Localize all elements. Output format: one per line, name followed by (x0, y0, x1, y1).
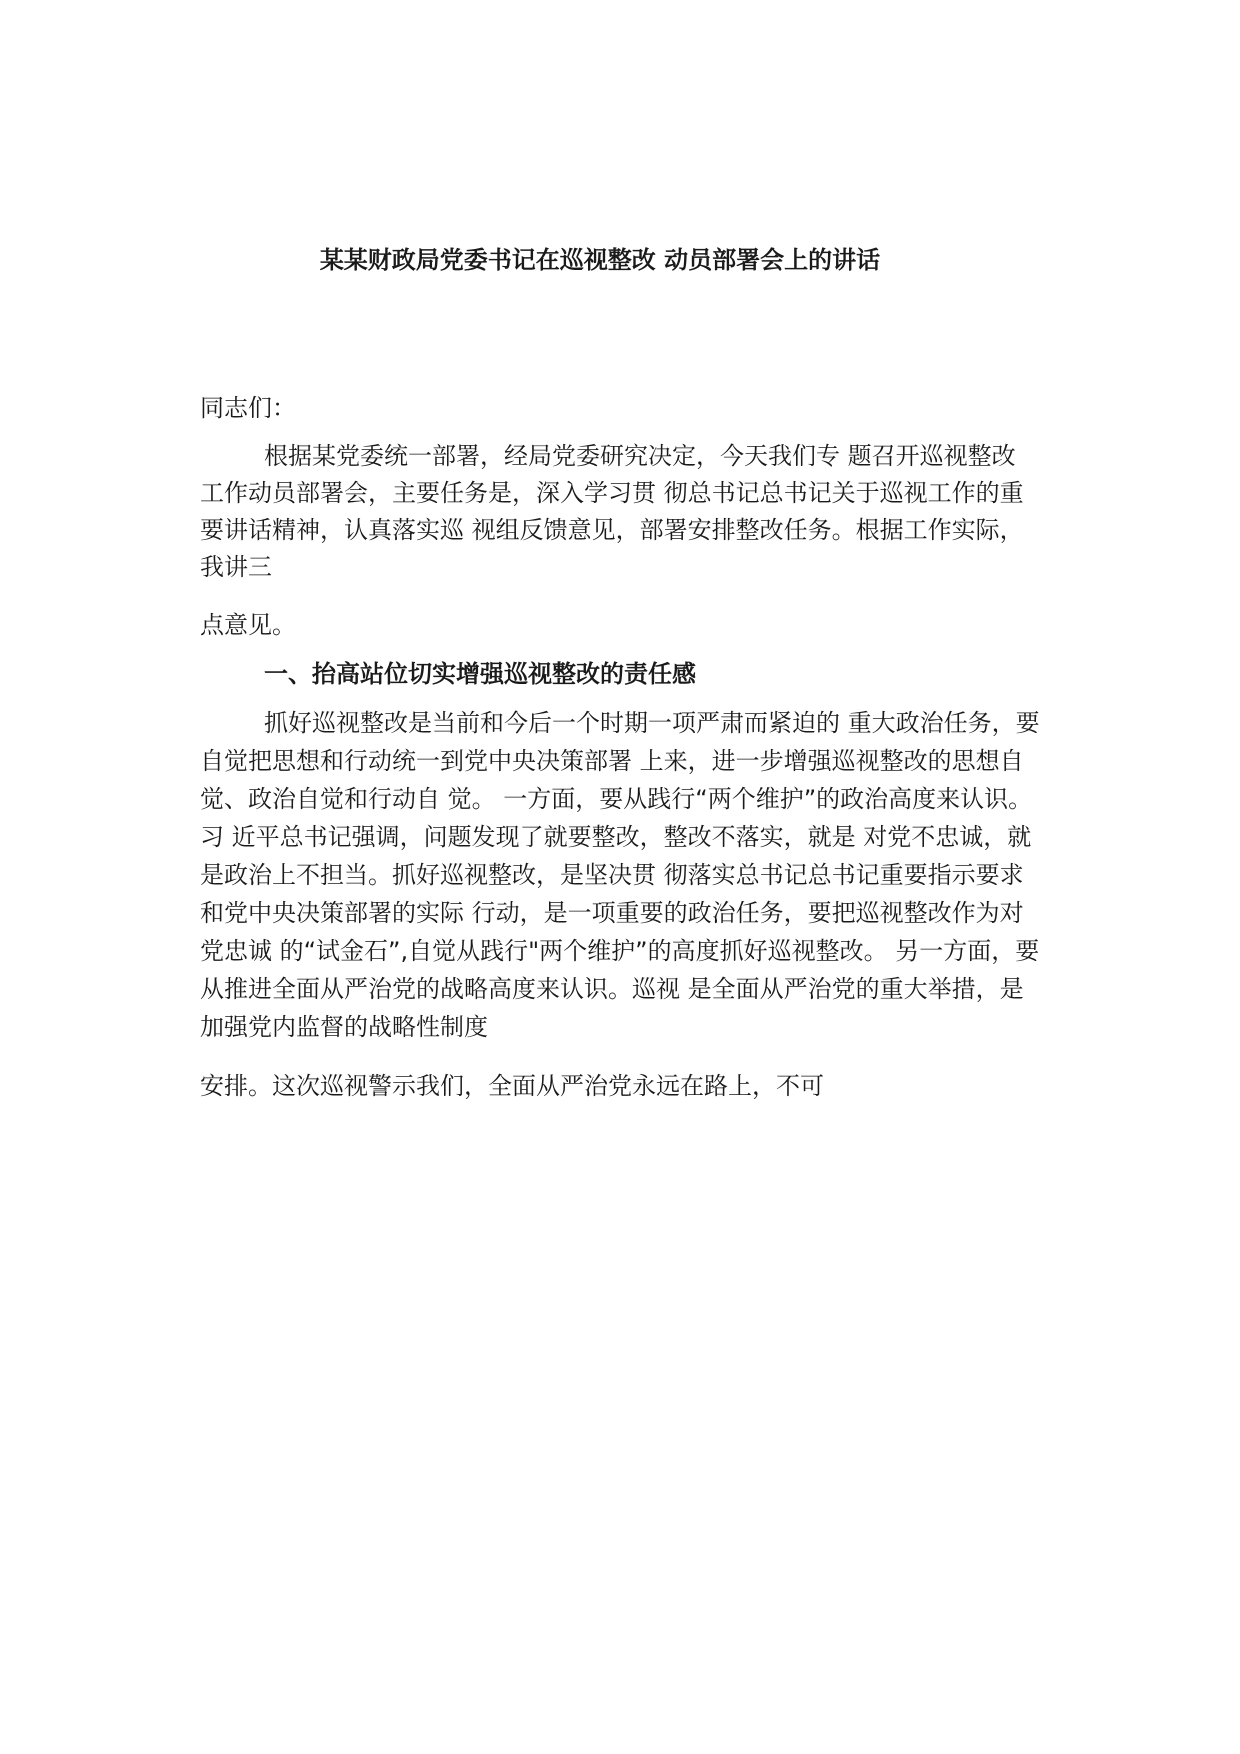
para2-line-9: 加强党内监督的战略性制度 (200, 1013, 488, 1041)
para2-line-3: 觉、政治自觉和行动自 觉。 一方面，要从践行“两个维护”的政治高度来认识。 (200, 785, 1033, 813)
para2-line-6: 和党中央决策部署的实际 行动，是一项重要的政治任务，要把巡视整改作为对 (200, 899, 1024, 927)
salutation: 同志们： (200, 394, 296, 422)
para2-line-1: 抓好巡视整改是当前和今后一个时期一项严肃而紧迫的 重大政治任务，要 (264, 709, 1040, 737)
para2-line-4: 习 近平总书记强调，问题发现了就要整改，整改不落实，就是 对党不忠诚，就 (200, 823, 1032, 851)
section-1-heading: 一、抬高站位切实增强巡视整改的责任感 (264, 660, 696, 688)
para1-line-4: 我讲三 (200, 553, 272, 581)
para1-line-1: 根据某党委统一部署，经局党委研究决定，今天我们专 题召开巡视整改 (264, 442, 1016, 470)
para1-line-2: 工作动员部署会，主要任务是，深入学习贯 彻总书记总书记关于巡视工作的重 (200, 479, 1024, 507)
para2-line-5: 是政治上不担当。抓好巡视整改，是坚决贯 彻落实总书记总书记重要指示要求 (200, 861, 1024, 889)
para2-line-7: 党忠诚 的“试金石”,自觉从践行"两个维护”的高度抓好巡视整改。 另一方面，要 (200, 937, 1040, 965)
para2-tail: 安排。这次巡视警示我们，全面从严治党永远在路上，不可 (200, 1072, 824, 1100)
para1-line-3: 要讲话精神，认真落实巡 视组反馈意见，部署安排整改任务。根据工作实际， (200, 516, 1024, 544)
para2-line-8: 从推进全面从严治党的战略高度来认识。巡视 是全面从严治党的重大举措，是 (200, 975, 1024, 1003)
para1-tail: 点意见。 (200, 611, 296, 639)
para2-line-2: 自觉把思想和行动统一到党中央决策部署 上来，进一步增强巡视整改的思想自 (200, 747, 1024, 775)
document-title: 某某财政局党委书记在巡视整改 动员部署会上的讲话 (319, 246, 881, 274)
